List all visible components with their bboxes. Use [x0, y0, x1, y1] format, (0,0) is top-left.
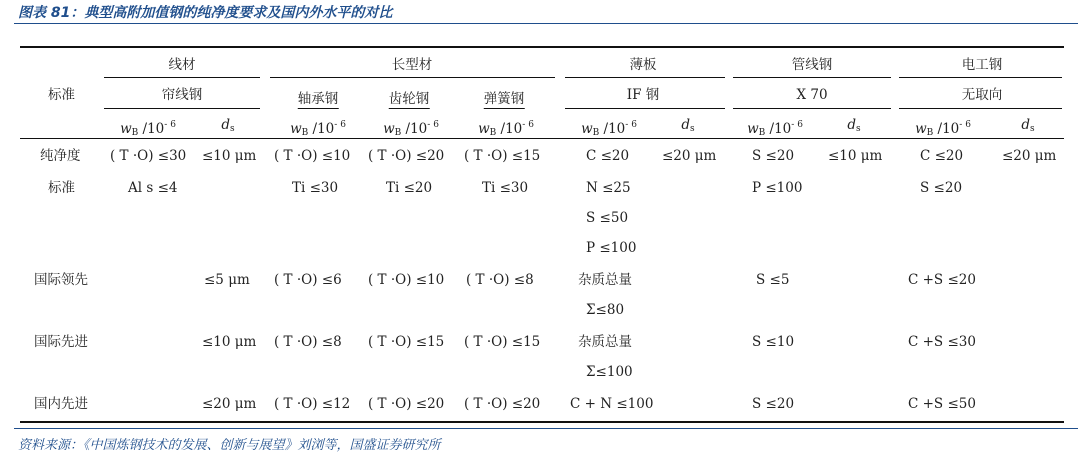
cell-dom-adv-cord-d: ≤20 μm: [202, 396, 257, 412]
unit-w-if: $w_B$ $/10^{- 6}$: [581, 120, 637, 138]
cell-intl-lead-bearing: ( T ·O) ≤6: [274, 272, 342, 288]
cell-intl-adv-cord-d: ≤10 μm: [202, 334, 257, 350]
group-pipeline: 管线钢: [791, 57, 833, 73]
row-label-dom-adv: 国内先进: [34, 396, 88, 412]
row-label-purity-1: 纯净度: [40, 148, 81, 164]
cell-intl-lead-if-2: Σ≤80: [586, 302, 625, 318]
cell-purity-cord-w-1: ( T ·O) ≤30: [110, 148, 187, 164]
cell-intl-adv-bearing: ( T ·O) ≤8: [274, 334, 342, 350]
cell-purity-spring-2: Ti ≤30: [482, 180, 529, 196]
cell-intl-lead-spring: ( T ·O) ≤8: [466, 272, 534, 288]
cell-dom-adv-elec: C +S ≤50: [908, 396, 976, 412]
cell-purity-bearing-1: ( T ·O) ≤10: [274, 148, 351, 164]
figure-title: 图表 81：典型高附加值钢的纯净度要求及国内外水平的对比: [18, 5, 393, 21]
cell-intl-adv-if-1: 杂质总量: [578, 334, 632, 350]
sub-if: IF 钢: [626, 87, 660, 103]
group-sheet: 薄板: [629, 57, 657, 73]
header-standard: 标准: [48, 87, 75, 103]
group-rule-long: [270, 77, 555, 78]
source-note: 资料来源：《中国炼钢技术的发展、创新与展望》刘浏等，国盛证券研究所: [18, 438, 441, 453]
cell-purity-if-w-1: C ≤20: [586, 148, 630, 164]
group-electrical: 电工钢: [961, 57, 1003, 73]
unit-w-spring: $w_B$ $/10^{- 6}$: [478, 120, 534, 138]
cell-purity-x70-w-2: P ≤100: [752, 180, 803, 196]
sub-bearing: 轴承钢: [297, 91, 339, 107]
unit-d-elec: $d_s$: [1021, 117, 1035, 134]
cell-dom-adv-if: C + N ≤100: [570, 396, 654, 412]
cell-intl-adv-gear: ( T ·O) ≤15: [368, 334, 445, 350]
cell-dom-adv-x70: S ≤20: [752, 396, 795, 412]
cell-intl-adv-x70: S ≤10: [752, 334, 795, 350]
cell-purity-if-w-3: S ≤50: [586, 210, 629, 226]
table-bottom-rule: [20, 421, 1064, 423]
row-label-intl-adv: 国际先进: [34, 334, 88, 350]
unit-w-cord: $w_B$ $/10^{- 6}$: [120, 120, 176, 138]
cell-purity-bearing-2: Ti ≤30: [292, 180, 339, 196]
cell-purity-elec-d: ≤20 μm: [1002, 148, 1057, 164]
unit-d-if: $d_s$: [681, 117, 695, 134]
cell-purity-cord-w-2: Al s ≤4: [128, 180, 178, 196]
cell-purity-gear-1: ( T ·O) ≤20: [368, 148, 445, 164]
cell-intl-adv-spring: ( T ·O) ≤15: [464, 334, 541, 350]
header-bottom-rule: [20, 138, 1064, 139]
group-wire: 线材: [168, 57, 196, 73]
cell-dom-adv-gear: ( T ·O) ≤20: [368, 396, 445, 412]
row-label-intl-lead: 国际领先: [34, 272, 88, 288]
cell-dom-adv-spring: ( T ·O) ≤20: [464, 396, 541, 412]
sub-cord: 帘线钢: [161, 87, 203, 103]
sub-rule-cord: [104, 108, 260, 109]
cell-purity-if-w-2: N ≤25: [586, 180, 631, 196]
group-rule-electrical: [899, 77, 1062, 78]
group-rule-wire: [104, 77, 260, 78]
unit-d-cord: $d_s$: [221, 117, 235, 134]
cell-purity-cord-d: ≤10 μm: [202, 148, 257, 164]
cell-intl-lead-x70: S ≤5: [756, 272, 790, 288]
sub-x70: X 70: [796, 87, 828, 103]
cell-purity-elec-w-2: S ≤20: [920, 180, 963, 196]
group-rule-pipeline: [733, 77, 891, 78]
cell-purity-elec-w-1: C ≤20: [920, 148, 964, 164]
cell-intl-lead-gear: ( T ·O) ≤10: [368, 272, 445, 288]
cell-intl-lead-elec: C +S ≤20: [908, 272, 976, 288]
sub-rule-sheet: [565, 108, 725, 109]
group-rule-sheet: [565, 77, 725, 78]
cell-intl-lead-if-1: 杂质总量: [578, 272, 632, 288]
cell-intl-adv-elec: C +S ≤30: [908, 334, 976, 350]
unit-w-bearing: $w_B$ $/10^{- 6}$: [290, 120, 346, 138]
unit-w-x70: $w_B$ $/10^{- 6}$: [747, 120, 803, 138]
table-top-rule: [20, 46, 1064, 48]
cell-dom-adv-bearing: ( T ·O) ≤12: [274, 396, 351, 412]
unit-w-elec: $w_B$ $/10^{- 6}$: [915, 120, 971, 138]
cell-purity-if-d: ≤20 μm: [662, 148, 717, 164]
unit-d-x70: $d_s$: [847, 117, 861, 134]
cell-purity-x70-w-1: S ≤20: [752, 148, 795, 164]
sub-rule-electrical: [899, 108, 1062, 109]
cell-purity-x70-d: ≤10 μm: [828, 148, 883, 164]
cell-purity-gear-2: Ti ≤20: [386, 180, 433, 196]
sub-rule-pipeline: [733, 108, 891, 109]
row-label-purity-2: 标准: [48, 180, 75, 196]
cell-purity-spring-1: ( T ·O) ≤15: [464, 148, 541, 164]
sub-gear: 齿轮钢: [388, 91, 430, 107]
sub-spring: 弹簧钢: [483, 91, 525, 107]
group-long: 长型材: [391, 57, 433, 73]
cell-intl-adv-if-2: Σ≤100: [586, 364, 633, 380]
cell-purity-if-w-4: P ≤100: [586, 240, 637, 256]
cell-intl-lead-cord-d: ≤5 μm: [204, 272, 250, 288]
title-rule: [14, 23, 1078, 24]
unit-w-gear: $w_B$ $/10^{- 6}$: [383, 120, 439, 138]
source-rule: [14, 428, 1078, 429]
sub-non-oriented: 无取向: [961, 87, 1003, 103]
